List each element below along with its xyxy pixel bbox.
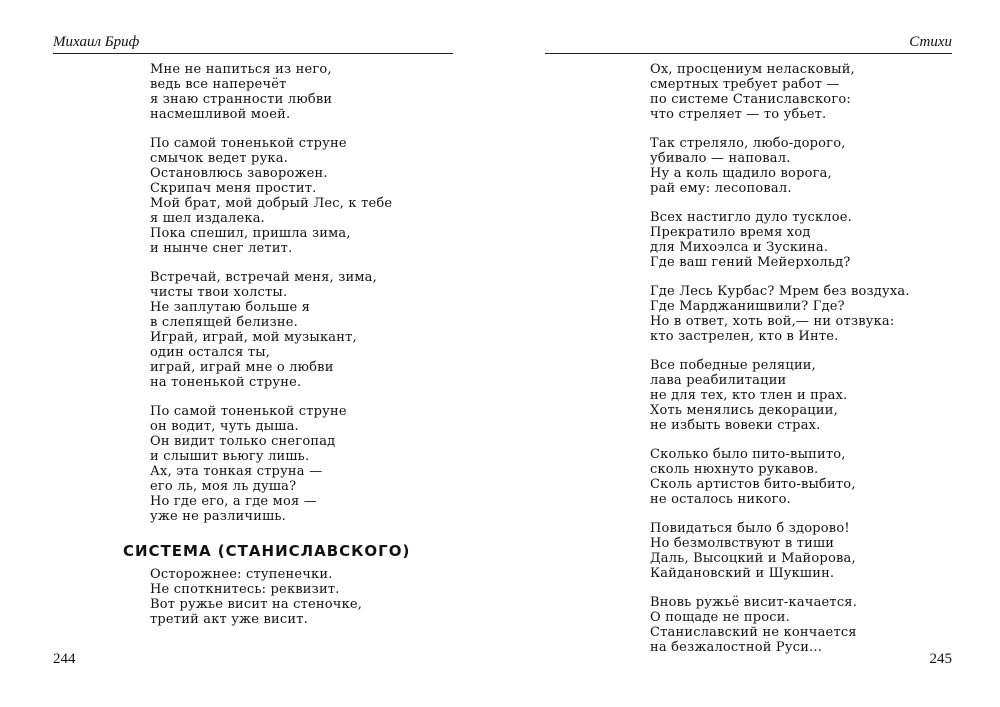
verse-line: Вот ружье висит на стеночке, bbox=[150, 597, 363, 612]
verse-line: сколь нюхнуто рукавов. bbox=[650, 462, 819, 477]
page-number: 244 bbox=[53, 651, 76, 667]
verse-line: для Михоэлса и Зускина. bbox=[650, 240, 829, 255]
poem-title: СИСТЕМА (СТАНИСЛАВСКОГО) bbox=[123, 542, 411, 560]
verse-line: играй, играй мне о любви bbox=[150, 360, 334, 375]
verse-line: По самой тоненькой струне bbox=[150, 404, 347, 419]
verse-line: Где Лесь Курбас? Мрем без воздуха. bbox=[650, 284, 910, 299]
verse-line: не осталось никого. bbox=[650, 492, 791, 507]
verse-line: Мой брат, мой добрый Лес, к тебе bbox=[150, 196, 393, 211]
verse-line: не для тех, кто тлен и прах. bbox=[650, 388, 848, 403]
verse-line: Не заплутаю больше я bbox=[150, 300, 311, 315]
verse-line: уже не различишь. bbox=[150, 509, 286, 524]
verse-line: Хоть менялись декорации, bbox=[650, 403, 838, 418]
verse-line: Всех настигло дуло тусклое. bbox=[650, 210, 852, 225]
stanza bbox=[650, 358, 910, 433]
verse-line: Скрипач меня простит. bbox=[150, 181, 317, 196]
verse-line: смычок ведет рука. bbox=[150, 151, 289, 166]
running-head-author: Михаил Бриф bbox=[53, 34, 140, 50]
verse-line: Но где его, а где моя — bbox=[150, 494, 317, 509]
verse-line: я знаю странности любви bbox=[150, 92, 333, 107]
stanza bbox=[150, 62, 392, 122]
verse-line: Прекратило время ход bbox=[650, 225, 811, 240]
verse-line: Но безмолвствуют в тиши bbox=[650, 536, 835, 551]
stanza bbox=[650, 284, 910, 344]
stanza bbox=[150, 404, 392, 524]
verse-line: третий акт уже висит. bbox=[150, 612, 308, 627]
verse-line: Играй, играй, мой музыкант, bbox=[150, 330, 357, 345]
verse-line: Но в ответ, хоть вой,— ни отзвука: bbox=[650, 314, 895, 329]
verse-line: Пока спешил, пришла зима, bbox=[150, 226, 351, 241]
verse-line: Вновь ружьё висит-качается. bbox=[650, 595, 858, 610]
verse-line: О пощаде не проси. bbox=[650, 610, 790, 625]
verse-line: чисты твои холсты. bbox=[150, 285, 288, 300]
right-poem-text bbox=[650, 62, 910, 669]
right-page bbox=[500, 0, 1000, 707]
verse-line: не избыть вовеки страх. bbox=[650, 418, 821, 433]
stanza bbox=[650, 521, 910, 581]
verse-line: его ль, моя ль душа? bbox=[150, 479, 297, 494]
verse-line: Даль, Высоцкий и Майорова, bbox=[650, 551, 856, 566]
verse-line: Все победные реляции, bbox=[650, 358, 817, 373]
verse-line: в слепящей белизне. bbox=[150, 315, 298, 330]
verse-line: Мне не напиться из него, bbox=[150, 62, 332, 77]
verse-line: Осторожнее: ступенечки. bbox=[150, 567, 333, 582]
verse-line: Где ваш гений Мейерхольд? bbox=[650, 255, 851, 270]
header-rule bbox=[545, 53, 952, 54]
verse-line: Остановлюсь заворожен. bbox=[150, 166, 328, 181]
running-head-section: Стихи bbox=[909, 34, 952, 50]
stanza bbox=[650, 595, 910, 655]
verse-line: на тоненькой струне. bbox=[150, 375, 302, 390]
page-number: 245 bbox=[929, 651, 952, 667]
verse-line: рай ему: лесоповал. bbox=[650, 181, 792, 196]
stanza bbox=[650, 62, 910, 122]
verse-line: смертных требует работ — bbox=[650, 77, 840, 92]
verse-line: ведь все наперечёт bbox=[150, 77, 287, 92]
verse-line: Повидаться было б здорово! bbox=[650, 521, 850, 536]
verse-line: Встречай, встречай меня, зима, bbox=[150, 270, 377, 285]
verse-line: Ну а коль щадило ворога, bbox=[650, 166, 832, 181]
verse-line: Ох, просцениум неласковый, bbox=[650, 62, 855, 77]
verse-line: и нынче снег летит. bbox=[150, 241, 293, 256]
stanza bbox=[150, 270, 392, 390]
verse-line: Кайдановский и Шукшин. bbox=[650, 566, 835, 581]
left-poem-text bbox=[150, 62, 392, 538]
verse-line: Сколько было пито-выпито, bbox=[650, 447, 846, 462]
verse-line: лава реабилитации bbox=[650, 373, 787, 388]
verse-line: я шел издалека. bbox=[150, 211, 265, 226]
verse-line: Он видит только снегопад bbox=[150, 434, 336, 449]
verse-line: что стреляет — то убьет. bbox=[650, 107, 827, 122]
stanza bbox=[650, 447, 910, 507]
header-rule bbox=[53, 53, 453, 54]
poem-first-stanza bbox=[150, 567, 362, 627]
verse-line: убивало — наповал. bbox=[650, 151, 791, 166]
verse-line: один остался ты, bbox=[150, 345, 271, 360]
verse-line: Не споткнитесь: реквизит. bbox=[150, 582, 340, 597]
stanza bbox=[150, 136, 392, 256]
verse-line: кто застрелен, кто в Инте. bbox=[650, 329, 839, 344]
verse-line: Так стреляло, любо-дорого, bbox=[650, 136, 846, 151]
verse-line: на безжалостной Руси... bbox=[650, 640, 823, 655]
stanza bbox=[650, 210, 910, 270]
verse-line: Сколь артистов бито-выбито, bbox=[650, 477, 856, 492]
verse-line: по системе Станиславского: bbox=[650, 92, 851, 107]
verse-line: насмешливой моей. bbox=[150, 107, 291, 122]
verse-line: Станиславский не кончается bbox=[650, 625, 857, 640]
verse-line: и слышит вьюгу лишь. bbox=[150, 449, 310, 464]
verse-line: Где Марджанишвили? Где? bbox=[650, 299, 845, 314]
verse-line: он водит, чуть дыша. bbox=[150, 419, 299, 434]
verse-line: По самой тоненькой струне bbox=[150, 136, 347, 151]
verse-line: Ах, эта тонкая струна — bbox=[150, 464, 323, 479]
stanza bbox=[650, 136, 910, 196]
